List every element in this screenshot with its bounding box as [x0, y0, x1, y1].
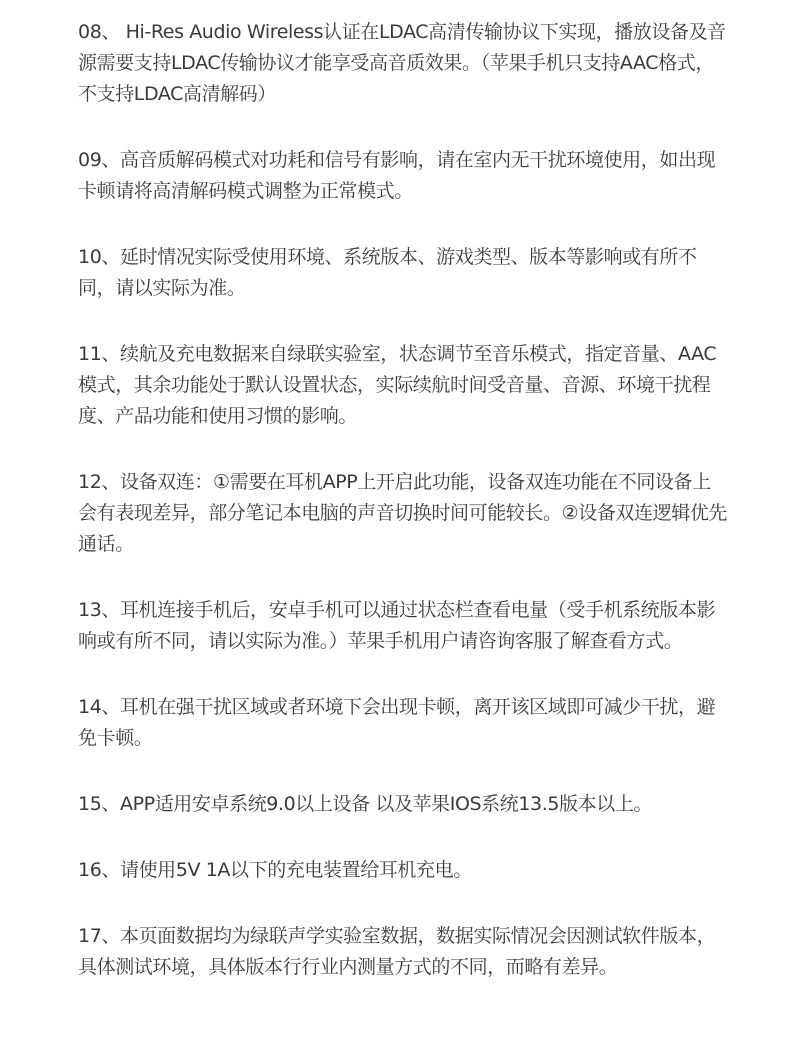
note-11: 11、续航及充电数据来自绿联实验室，状态调节至音乐模式，指定音量、AAC模式，其余功能处于默认设置状态，实际续航时间受音量、音源、环境干扰程度、产品功能和使用习惯的影响。: [78, 343, 717, 427]
note-15: 15、APP适用安卓系统9.0以上设备 以及苹果IOS系统13.5版本以上。: [78, 793, 653, 815]
note-16: 16、请使用5V 1A以下的充电装置给耳机充电。: [78, 859, 472, 881]
note-09: 09、高音质解码模式对功耗和信号有影响，请在室内无干扰环境使用，如出现卡顿请将高清解码模式调整为正常模式。: [78, 149, 716, 202]
note-10: 10、延时情况实际受使用环境、系统版本、游戏类型、版本等影响或有所不同，请以实际为准。: [78, 246, 697, 299]
note-17: 17、本页面数据均为绿联声学实验室数据，数据实际情况会因测试软件版本，具体测试环境，具体版本行行业内测量方式的不同，而略有差异。: [78, 925, 716, 978]
note-14: 14、耳机在强干扰区域或者环境下会出现卡顿，离开该区域即可减少干扰，避免卡顿。: [78, 696, 716, 749]
note-13: 13、耳机连接手机后，安卓手机可以通过状态栏查看电量（受手机系统版本影响或有所不同，请以实际为准。）苹果手机用户请咨询客服了解查看方式。: [78, 599, 716, 652]
note-08: 08、 Hi-Res Audio Wireless认证在LDAC高清传输协议下实现，播放设备及音源需要支持LDAC传输协议才能享受高音质效果。（苹果手机只支持AAC格式，不支持LDAC高清解码）: [78, 21, 726, 105]
note-12: 12、设备双连：①需要在耳机APP上开启此功能，设备双连功能在不同设备上会有表现差异，部分笔记本电脑的声音切换时间可能较长。②设备双连逻辑优先通话。: [78, 471, 728, 555]
product-notes-list: [78, 17, 728, 1018]
